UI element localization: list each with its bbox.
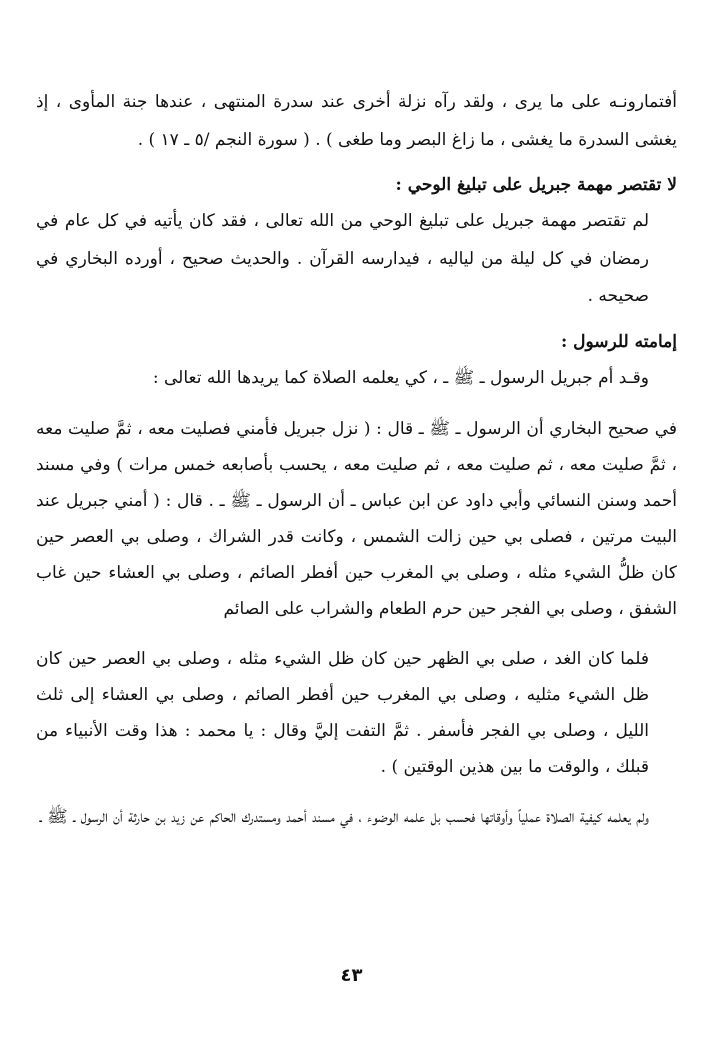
spacer	[36, 397, 677, 411]
spacer	[36, 316, 677, 324]
section-heading-revelation: لا تقتصر مهمة جبريل على تبليغ الوحي :	[395, 175, 677, 195]
paragraph-next-day: فلما كان الغد ، صلى بي الظهر حين كان ظل الشيء مثله ، وصلى بي العصر حين كان ظل الشيء مثليه ، وصلى بي المغرب حين أفطر الصائم ، وصلى بي العشاء إلى ثلث الليل ، وصلى بي الفجر فأسفر . ثمَّ التفت إليَّ وقال : يا محمد : هذا وقت الأنبياء من قبلك ، والوقت ما بين هذين الوقتين ) .	[36, 649, 649, 777]
paragraph-wudu: ولم يعلمه كيفية الصلاة عملياً وأوقاتها فحسب بل علمه الوضوء ، في مسند أحمد ومستدرك الحاكم عن زيد بن حارثة أن الرسول ـ ﷺ ـ	[39, 807, 649, 827]
paragraph-quran-quote: أفتمارونـه على ما يرى ، ولقد رآه نزلة أخرى عند سدرة المنتهى ، عندها جنة المأوى ، إذ يغشى السدرة ما يغشى ، ما زاغ البصر وما طغى ) . ( سورة النجم /٥ ـ ١٧ ) .	[36, 92, 677, 150]
paragraph-imamate-intro: وقـد أم جبريل الرسول ـ ﷺ ـ ، كي يعلمه الصلاة كما يريدها الله تعالى :	[152, 367, 649, 388]
paragraph-revelation: لم تقتصر مهمة جبريل على تبليغ الوحي من الله تعالى ، فقد كان يأتيه في كل عام في رمضان في كل ليلة من لياليه ، فيدارسه القرآن . والحديث صحيح ، أورده البخاري في صحيحه .	[36, 211, 649, 306]
section-heading-imamate: إمامته للرسول :	[560, 331, 677, 352]
spacer	[36, 785, 677, 799]
page-body	[36, 84, 677, 835]
spacer	[36, 627, 677, 641]
paragraph-bukhari-hadith: في صحيح البخاري أن الرسول ـ ﷺ ـ قال : ( نزل جبريل فأمني فصليت معه ، ثمَّ صليت معه ، ثمَّ صليت معه ، ثم صليت معه ، ثم صليت معه ، يحسب بأصابعه خمس مرات ) وفي مسند أحمد وسنن النسائي وأبي داود عن ابن عباس ـ أن الرسول ـ ﷺ ـ . قال : ( أمني جبريل عند البيت مرتين ، فصلى بي حين زالت الشمس ، وكانت قدر الشراك ، وصلى بي العصر حين كان ظلُّ الشيء مثله ، وصلى بي المغرب حين أفطر الصائم ، وصلى بي العشاء حين غاب الشفق ، وصلى بي الفجر حين حرم الطعام والشراب على الصائم	[36, 419, 677, 619]
spacer	[36, 159, 677, 167]
page-number: ٤٣	[340, 965, 363, 986]
